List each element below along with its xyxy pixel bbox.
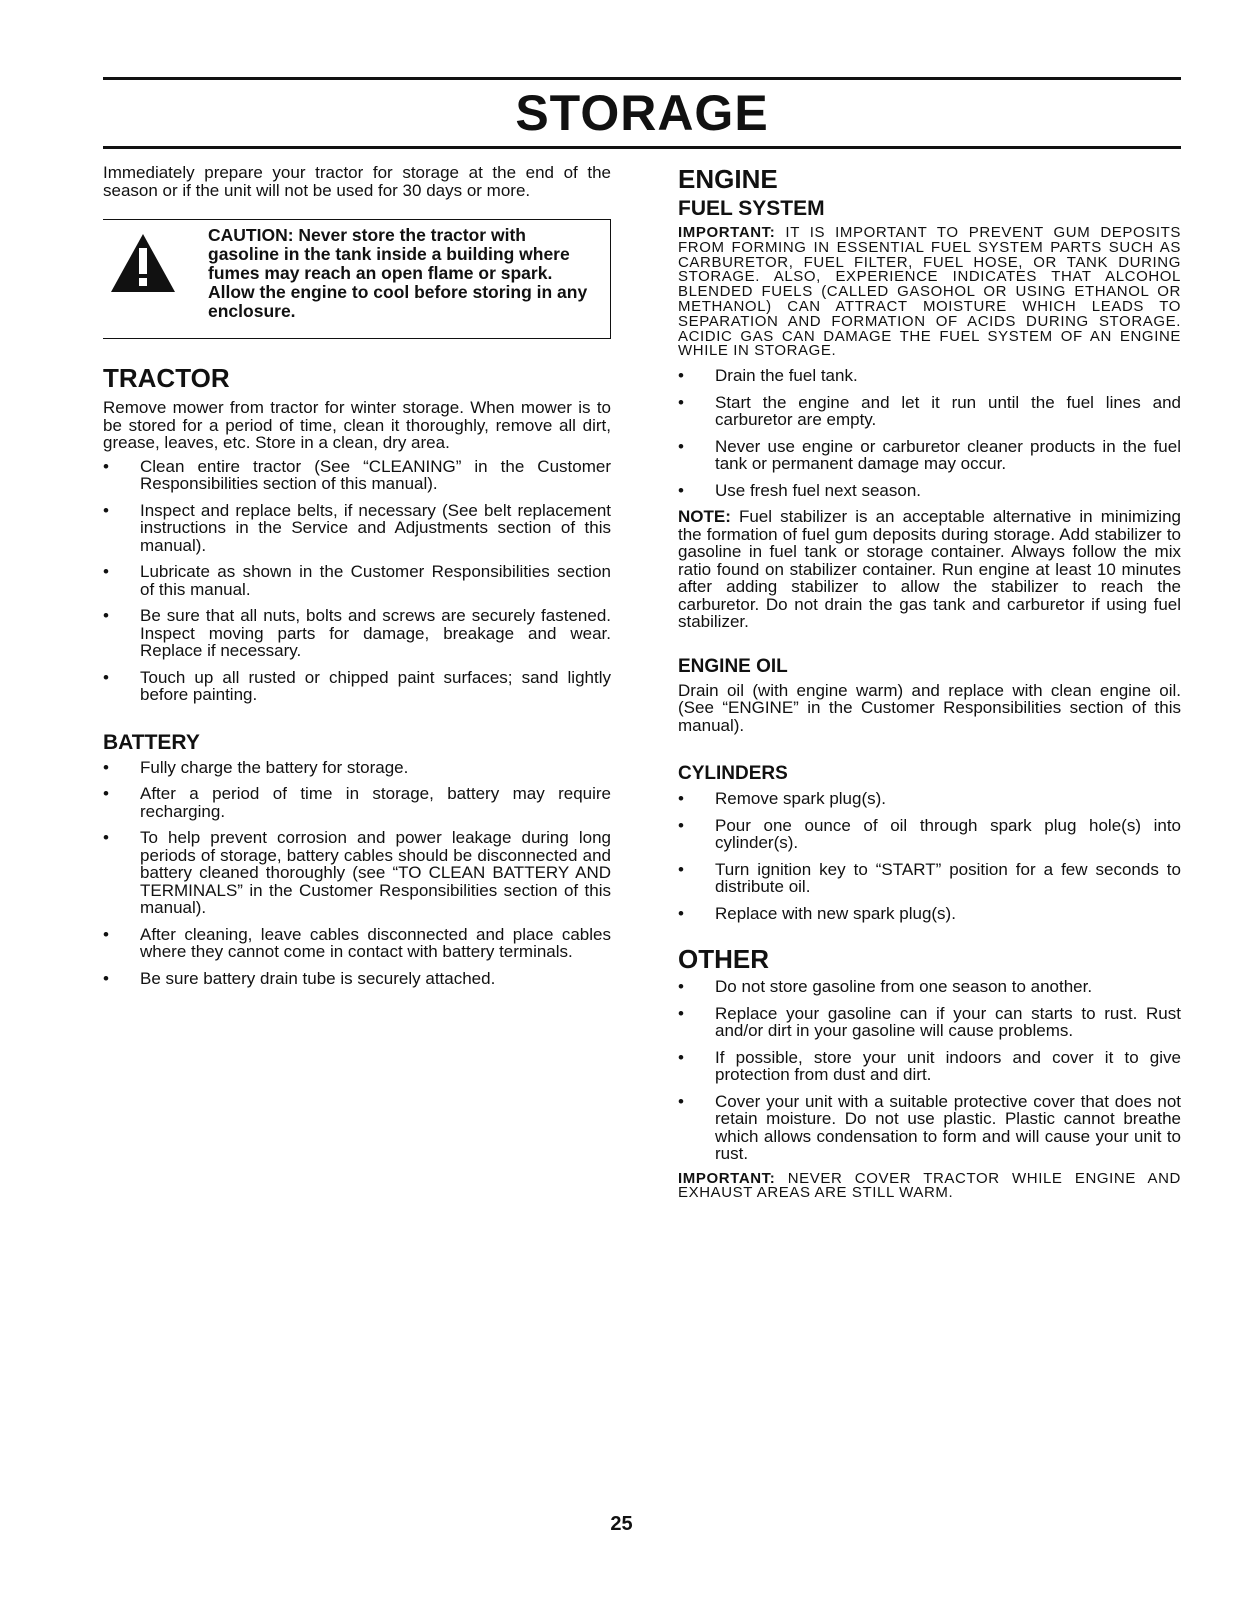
cylinders-heading: CYLINDERS	[678, 763, 788, 785]
note-label: NOTE:	[678, 507, 731, 527]
intro-paragraph: Immediately prepare your tractor for storage at the end of the season or if the unit will not be used for 30 days or more.	[103, 163, 611, 200]
tractor-body: Remove mower from tractor for winter storage. When mower is to be stored for a period of time, clean it thoroughly, remove all dirt, grease, leaves, etc. Store in a clean, dry area.	[103, 398, 611, 452]
bullet: •	[678, 1003, 684, 1023]
tractor-heading: TRACTOR	[103, 363, 230, 393]
bullet: •	[678, 366, 684, 386]
bullet: •	[103, 968, 109, 988]
list-item: • Remove spark plug(s).	[678, 789, 887, 809]
list-item: • Turn ignition key to “START” position for a few seconds to distribute oil.	[678, 859, 1181, 897]
fuel-system-list	[678, 367, 1181, 499]
bullet: •	[678, 977, 684, 997]
list-item: • Replace with new spark plug(s).	[678, 903, 956, 923]
bullet: •	[103, 500, 109, 520]
list-item: • Clean entire tractor (See “CLEANING” in the Customer Responsibilities section of this manual).	[103, 456, 611, 493]
bullet: •	[103, 456, 109, 476]
bullet: •	[103, 828, 109, 847]
cylinders-list	[678, 790, 1181, 922]
header-rule-bottom	[103, 146, 1181, 149]
other-list	[678, 978, 1181, 1163]
page-title: STORAGE	[515, 85, 769, 141]
bullet: •	[678, 1091, 684, 1111]
fuel-system-heading: FUEL SYSTEM	[678, 197, 825, 220]
list-item: • Do not store gasoline from one season to another.	[678, 977, 1093, 997]
list-item: • Be sure battery drain tube is securely attached.	[103, 968, 496, 988]
bullet: •	[678, 789, 684, 809]
list-item: • Be sure that all nuts, bolts and screws are securely fastened. Inspect moving parts for damage, breakage and wear. Replace if necessary.	[103, 606, 611, 660]
list-item: • Touch up all rusted or chipped paint surfaces; sand lightly before painting.	[103, 667, 611, 704]
other-important-note	[678, 1169, 1181, 1202]
header-rule-top	[103, 77, 1181, 80]
important-label: IMPORTANT:	[678, 1169, 776, 1187]
list-item: • Start the engine and let it run until the fuel lines and carburetor are empty.	[678, 392, 1181, 430]
list-item: • If possible, store your unit indoors and cover it to give protection from dust and dirt.	[678, 1047, 1181, 1085]
bullet: •	[103, 757, 109, 777]
bullet: •	[678, 815, 684, 835]
bullet: •	[103, 606, 109, 625]
fuel-important-note	[678, 226, 1181, 359]
important-text: NEVER COVER TRACTOR WHILE ENGINE AND EXHAUST AREAS ARE STILL WARM.	[678, 1169, 1181, 1202]
caution-box	[103, 219, 611, 339]
engine-oil-body: Drain oil (with engine warm) and replace with clean engine oil. (See “ENGINE” in the Customer Responsibilities section of this manual).	[678, 680, 1181, 735]
list-item: • Cover your unit with a suitable protective cover that does not retain moisture. Do not use plastic. Plastic cannot breathe which allows condensation to form and will cause your unit to rust.	[678, 1091, 1181, 1164]
list-item: • Never use engine or carburetor cleaner products in the fuel tank or permanent damage may occur.	[678, 436, 1181, 474]
right-column	[678, 164, 1181, 1201]
bullet: •	[678, 903, 684, 923]
list-item: • Pour one ounce of oil through spark plug hole(s) into cylinder(s).	[678, 815, 1181, 853]
bullet: •	[103, 562, 109, 581]
bullet: •	[103, 924, 109, 944]
other-heading: OTHER	[678, 944, 769, 975]
list-item: • Replace your gasoline can if your can starts to rust. Rust and/or dirt in your gasoline will cause problems.	[678, 1003, 1181, 1041]
bullet: •	[678, 1047, 684, 1067]
battery-heading: BATTERY	[103, 730, 200, 754]
caution-text: CAUTION: Never store the tractor with gasoline in the tank inside a building where fumes may reach an open flame or spark. Allow the engine to cool before storing in any enclosure.	[208, 225, 588, 321]
important-label: IMPORTANT:	[678, 224, 776, 241]
page-number: 25	[610, 1513, 633, 1535]
warning-icon	[111, 234, 175, 292]
list-item: • Fully charge the battery for storage.	[103, 757, 409, 777]
fuel-stabilizer-note	[678, 508, 1181, 631]
list-item: • To help prevent corrosion and power leakage during long periods of storage, battery cables should be disconnected and battery cleaned thoroughly (see “TO CLEAN BATTERY AND TERMINALS” in the Customer Responsibilities section of this manual).	[103, 828, 611, 917]
bullet: •	[103, 667, 109, 687]
engine-oil-heading: ENGINE OIL	[678, 655, 788, 677]
bullet: •	[103, 784, 109, 803]
list-item: • Drain the fuel tank.	[678, 366, 858, 386]
engine-heading: ENGINE	[678, 164, 778, 194]
list-item: • After a period of time in storage, battery may require recharging.	[103, 784, 611, 821]
bullet: •	[678, 436, 684, 456]
bullet: •	[678, 392, 684, 412]
list-item: • Inspect and replace belts, if necessary (See belt replacement instructions in the Service and Adjustments section of this manual).	[103, 500, 611, 555]
tractor-list	[103, 458, 611, 704]
battery-list	[103, 759, 611, 988]
list-item: • After cleaning, leave cables disconnected and place cables where they cannot come in contact with battery terminals.	[103, 924, 611, 961]
left-column	[103, 164, 611, 996]
note-text: Fuel stabilizer is an acceptable alternative in minimizing the formation of fuel gum deposits during storage. Add stabilizer to gasoline in fuel tank or storage container. Always follow the mix ratio found on stabilizer container. Run engine at least 10 minutes after adding stabilizer to allow the stabilizer to reach the carburetor. Do not drain the gas tank and carburetor if using fuel stabilizer.	[678, 507, 1181, 632]
bullet: •	[678, 480, 684, 500]
bullet: •	[678, 859, 684, 879]
list-item: • Use fresh fuel next season.	[678, 480, 922, 500]
list-item: • Lubricate as shown in the Customer Responsibilities section of this manual.	[103, 562, 611, 599]
important-text: IT IS IMPORTANT TO PREVENT GUM DEPOSITS FROM FORMING IN ESSENTIAL FUEL SYSTEM PARTS SUCH AS CARBURETOR, FUEL FILTER, FUEL HOSE, OR TANK DURING STORAGE. ALSO, EXPERIENCE INDICATES THAT ALCOHOL BLENDED FUELS (CALLED GASOHOL OR USING ETHANOL OR METHANOL) CAN ATTRACT MOISTURE WHICH LEADS TO SEPARATION AND FORMATION OF ACIDS DURING STORAGE. ACIDIC GAS CAN DAMAGE THE FUEL SYSTEM OF AN ENGINE WHILE IN STORAGE.	[678, 224, 1181, 360]
